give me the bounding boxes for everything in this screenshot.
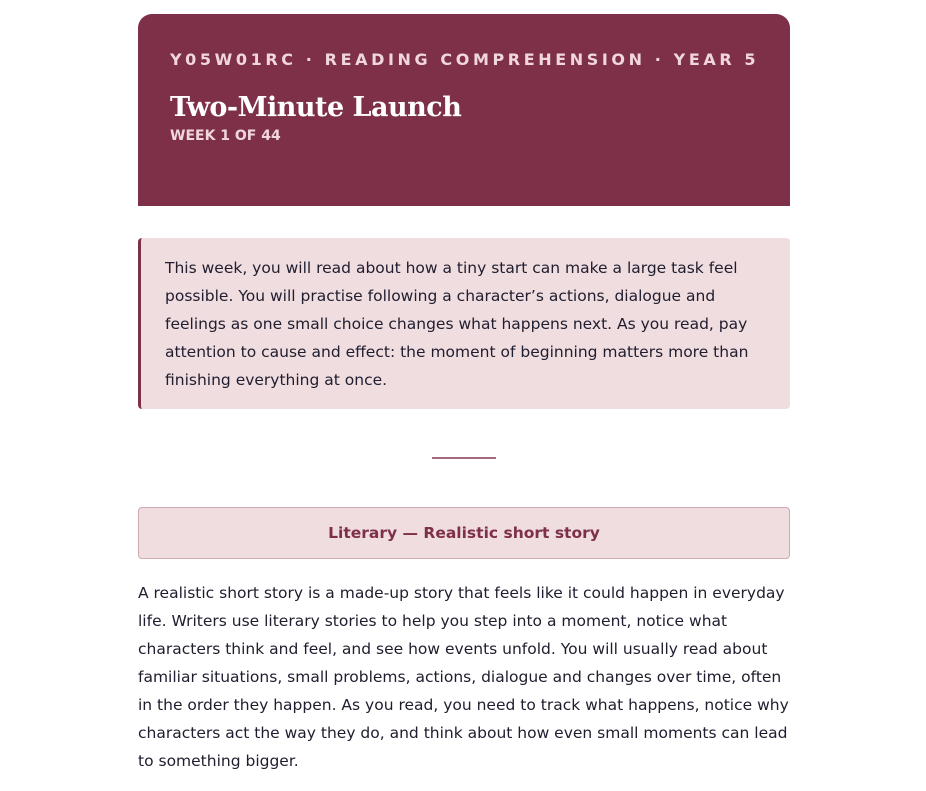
lesson-page bbox=[138, 14, 790, 791]
genre-label: Literary — Realistic short story bbox=[328, 524, 600, 542]
section-divider bbox=[432, 457, 496, 459]
intro-callout bbox=[138, 238, 790, 409]
page-title: Two-Minute Launch bbox=[170, 92, 462, 123]
intro-text: This week, you will read about how a tiny start can make a large task feel possible. You will practise following a character’s actions, dialogue and feelings as one small choice changes what happens next. As you read, pay attention to cause and effect: the moment of beginning matters more than finishing everything at once. bbox=[165, 259, 749, 389]
lesson-header bbox=[138, 14, 790, 206]
genre-label-box bbox=[138, 507, 790, 559]
week-indicator: WEEK 1 OF 44 bbox=[170, 128, 281, 144]
course-code-line: Y05W01RC · READING COMPREHENSION · YEAR 5 bbox=[170, 50, 760, 69]
genre-description: A realistic short story is a made-up story that feels like it could happen in everyday life. Writers use literary stories to help you step into a moment, notice what characters think and feel, and see how events unfold. You will usually read about familiar situations, small problems, actions, dialogue and changes over time, often in the order they happen. As you read, you need to track what happens, notice why characters act the way they do, and think about how even small moments can lead to something bigger. bbox=[138, 584, 789, 770]
